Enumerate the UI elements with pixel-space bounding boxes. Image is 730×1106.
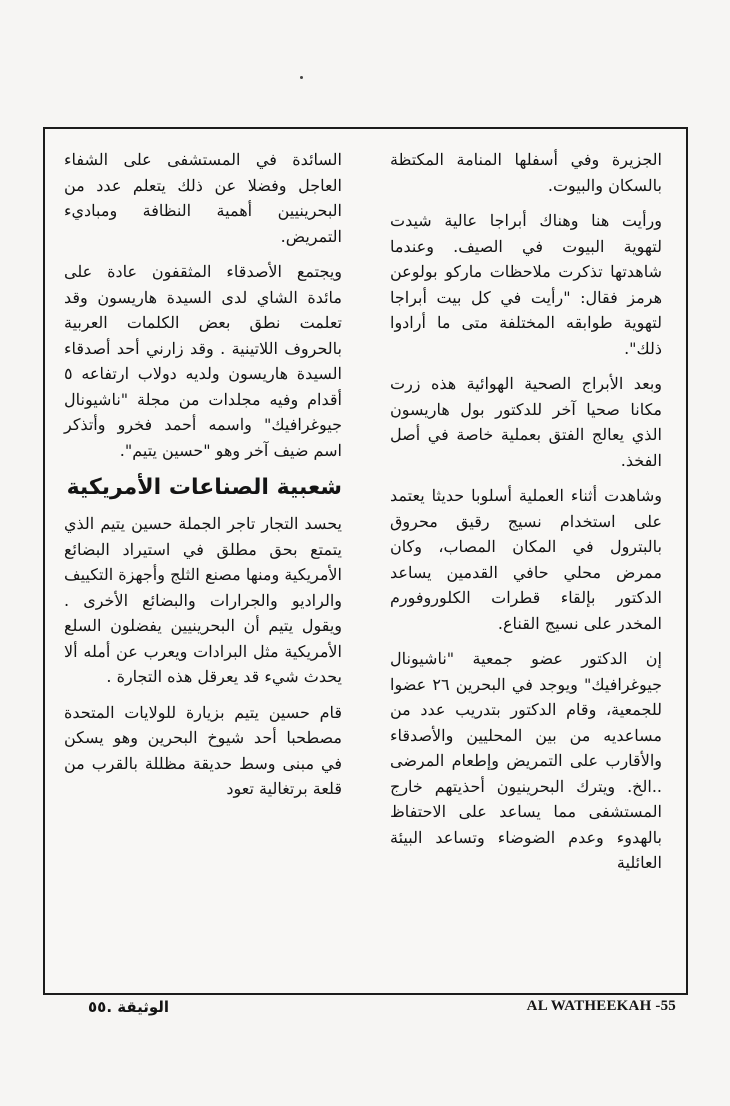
paragraph: ويجتمع الأصدقاء المثقفون عادة على مائدة الشاي لدى السيدة هاريسون وقد تعلمت نطق بعض الكلمات العربية بالحروف اللاتينية . وقد زارني أحد أصدقاء السيدة هاريسون ولديه دولاب ارتفاعه ٥ أقدام وفيه مجلدات من مجلة "ناشيونال جيوغرافيك" واسمه أحمد فخرو وأتذكر اسم ضيف آخر وهو "حسين يتيم". (64, 262, 342, 460)
footer-arabic-page-label: الوثيقة .٥٥ (88, 998, 170, 1016)
footer-english-page-label: AL WATHEEKAH -55 (526, 998, 676, 1014)
section-heading: شعبية الصناعات الأمريكية (66, 475, 342, 500)
paragraph: ورأيت هنا وهناك أبراجا عالية شيدت لتهوية البيوت في الصيف. وعندما شاهدتها تذكرت ملاحظات ماركو بولوعن هرمز فقال: "رأيت في كل بيت أبراجا لتهوية طوابقه المختلفة متى ما أرادوا ذلك". (390, 211, 662, 358)
speck-mark (300, 76, 303, 79)
paragraph: الجزيرة وفي أسفلها المنامة المكتظة بالسكان والبيوت. (390, 150, 662, 195)
paragraph: وشاهدت أثناء العملية أسلوبا حديثا يعتمد على استخدام نسيج رقيق محروق بالبترول في المكان المصاب، وكان ممرض محلي حافي القدمين يساعد الدكتور بإلقاء قطرات الكلوروفورم المخدر على نسيج القناع. (390, 486, 662, 633)
paragraph: وبعد الأبراج الصحية الهوائية هذه زرت مكانا صحيا آخر للدكتور بول هاريسون الذي يعالج الفتق بعملية خاصة في أصل الفخذ. (390, 374, 662, 470)
article-column-left (64, 147, 342, 812)
paragraph: قام حسين يتيم بزيارة للولايات المتحدة مصطحبا أحد شيوخ البحرين وهو يسكن في مبنى وسط حديقة مظللة بالقرب من قلعة برتغالية تعود (64, 702, 342, 798)
paragraph: يحسد التجار تاجر الجملة حسين يتيم الذي يتمتع بحق مطلق في استيراد البضائع الأمريكية ومنها مصنع الثلج وأجهزة التكييف والراديو والجرارات والبضائع الأخرى . ويقول يتيم أن البحرينيين يفضلون السلع الأمريكية مثل البرادات ويعرب عن أمله ألا يحدث شيء قد يعرقل هذه التجارة . (64, 514, 342, 686)
paragraph: السائدة في المستشفى على الشفاء العاجل وفضلا عن ذلك يتعلم عدد من البحرينيين أهمية النظافة ومباديء التمريض. (64, 150, 342, 246)
article-frame (43, 127, 688, 995)
paragraph: إن الدكتور عضو جمعية "ناشيونال جيوغرافيك" ويوجد في البحرين ٢٦ عضوا للجمعية، وقام الدكتور بتدريب عدد من مساعديه من بين المحليين والأصدقاء والأقارب على التمريض وإطعام المرضى ..الخ. ويترك البحرينيون أحذيتهم خارج المستشفى مما يساعد على الاحتفاظ بالهدوء وعدم الضوضاء وتساعد البيئة العائلية (390, 649, 663, 872)
article-column-right (390, 147, 662, 886)
page-footer (48, 998, 676, 1022)
